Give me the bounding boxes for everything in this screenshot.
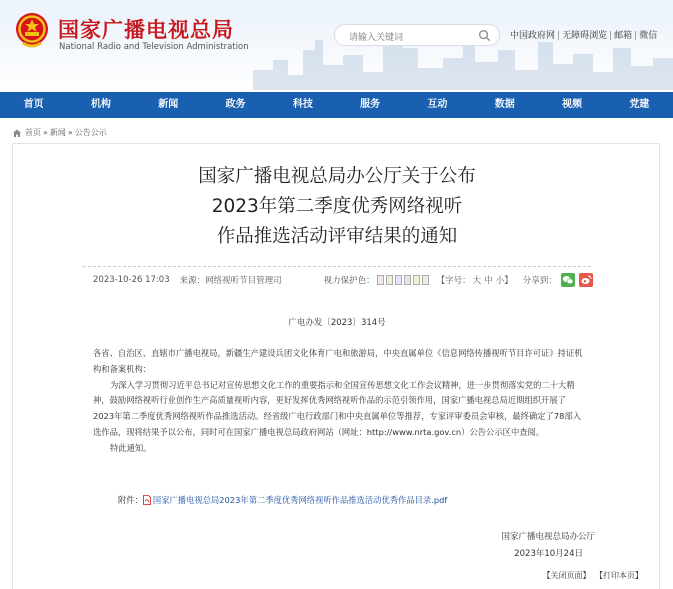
nav-item-party[interactable]: 党建 [629,99,650,110]
breadcrumb-home[interactable]: 首页 [25,128,41,137]
nav-item-data[interactable]: 数据 [494,99,515,110]
eye-protection-label: 视力保护色： [323,276,375,286]
salutation: 各省、自治区、直辖市广播电视局，新疆生产建设兵团文化体育广电和旅游局，中央直属单位《信息网络传播视听节目许可证》持证机构和备案机构： [93,348,583,374]
site-subtitle: National Radio and Television Administration [59,42,249,52]
article-title [13,162,661,252]
font-size-large[interactable]: 大 [472,276,482,286]
font-size-medium[interactable]: 中 [484,276,493,286]
document-number: 广电办发〔2023〕314号 [288,318,386,328]
wechat-link[interactable]: 微信 [639,31,658,41]
attachment-label: 附件： [118,495,143,505]
nav-item-agencies[interactable]: 机构 [90,99,111,110]
nav-item-interaction[interactable]: 互动 [427,99,448,110]
eye-color-swatches [377,275,431,285]
meta-divider [83,266,591,267]
color-swatch[interactable] [404,275,411,285]
pdf-icon [143,495,151,505]
color-swatch[interactable] [413,275,420,285]
article-title-line: 作品推选活动评审结果的通知 [216,226,458,247]
source-value: 网络视听节目管理司 [205,276,282,286]
body-paragraph: 为深入学习贯彻习近平总书记对宣传思想文化工作的重要指示和全国宣传思想文化工作会议精神，进一步贯彻落实党的二十大精神，鼓励网络视听行业创作生产高质量视听内容，更好发挥优秀网络视听作品的示范引领作用，国家广播电视总局近期组织开展了2023年第二季度优秀网络视听作品推选活动。经省级广电行政部门和中央直属单位等推荐，专家评审委员会审核，最终确定了78部入选作品，现将结果予以公布，同时可在国家广播电视总局政府网站（网址：http://www.nrta.gov.cn）公告公示区中查阅。 [93,379,582,437]
emblem-icon[interactable] [14,11,50,51]
signature-date: 2023年10月24日 [514,549,583,559]
page-actions [542,570,643,581]
publish-date: 2023-10-26 17:03 [93,275,170,285]
breadcrumb-news[interactable]: 新闻 [49,128,66,137]
nav-item-video[interactable]: 视频 [562,99,583,110]
color-swatch[interactable] [395,275,402,285]
nav-item-news[interactable]: 新闻 [158,99,179,110]
nav-item-services[interactable]: 服务 [360,99,381,110]
nav-item-technology[interactable]: 科技 [292,99,313,110]
accessibility-link[interactable]: 无障碍浏览 [562,31,608,41]
top-links [510,28,657,41]
attachment-link[interactable]: 国家广播电视总局2023年第二季度优秀网络视听作品推选活动优秀作品目录.pdf [152,495,448,505]
breadcrumb-separator: » [43,128,48,137]
close-page-button[interactable]: 【关闭页面】 [542,571,591,580]
search-box[interactable] [334,24,500,46]
closing-line: 特此通知。 [110,442,152,453]
nav-item-government[interactable]: 政务 [225,99,246,110]
breadcrumb-separator: » [67,128,73,137]
article-container [12,143,660,589]
color-swatch[interactable] [422,275,429,285]
weibo-icon[interactable] [579,273,593,287]
font-size-label: 【字号： [436,276,471,286]
font-size-small[interactable]: 小 [495,276,505,286]
search-input[interactable] [349,28,479,48]
gov-link[interactable]: 中国政府网 [510,31,556,41]
color-swatch[interactable] [386,275,393,285]
source-label: 来源： [179,276,206,286]
article-meta [93,273,593,287]
separator: | [609,31,613,41]
breadcrumb-notices[interactable]: 公告公示 [74,128,107,137]
article-title-line: 国家广播电视总局办公厅关于公布 [198,166,476,187]
mail-link[interactable]: 邮箱 [614,31,633,41]
print-page-button[interactable]: 【打印本页】 [595,571,643,580]
separator: | [557,31,561,41]
breadcrumb [12,127,107,138]
article-title-line: 2023年第二季度优秀网络视听 [211,196,463,217]
color-swatch[interactable] [377,275,384,285]
home-icon [12,128,22,138]
share-label: 分享到： [522,276,557,286]
wechat-icon[interactable] [561,273,575,287]
search-icon[interactable] [478,29,491,42]
separator: | [634,31,638,41]
font-size-close: 】 [504,276,513,286]
main-nav [0,92,673,118]
site-header [0,0,673,90]
attachment [118,494,447,506]
site-title[interactable]: 国家广播电视总局 [58,18,234,42]
signature-organization: 国家广播电视总局办公厅 [501,532,595,542]
article-body [93,346,583,457]
nav-item-home[interactable]: 首页 [23,99,44,110]
